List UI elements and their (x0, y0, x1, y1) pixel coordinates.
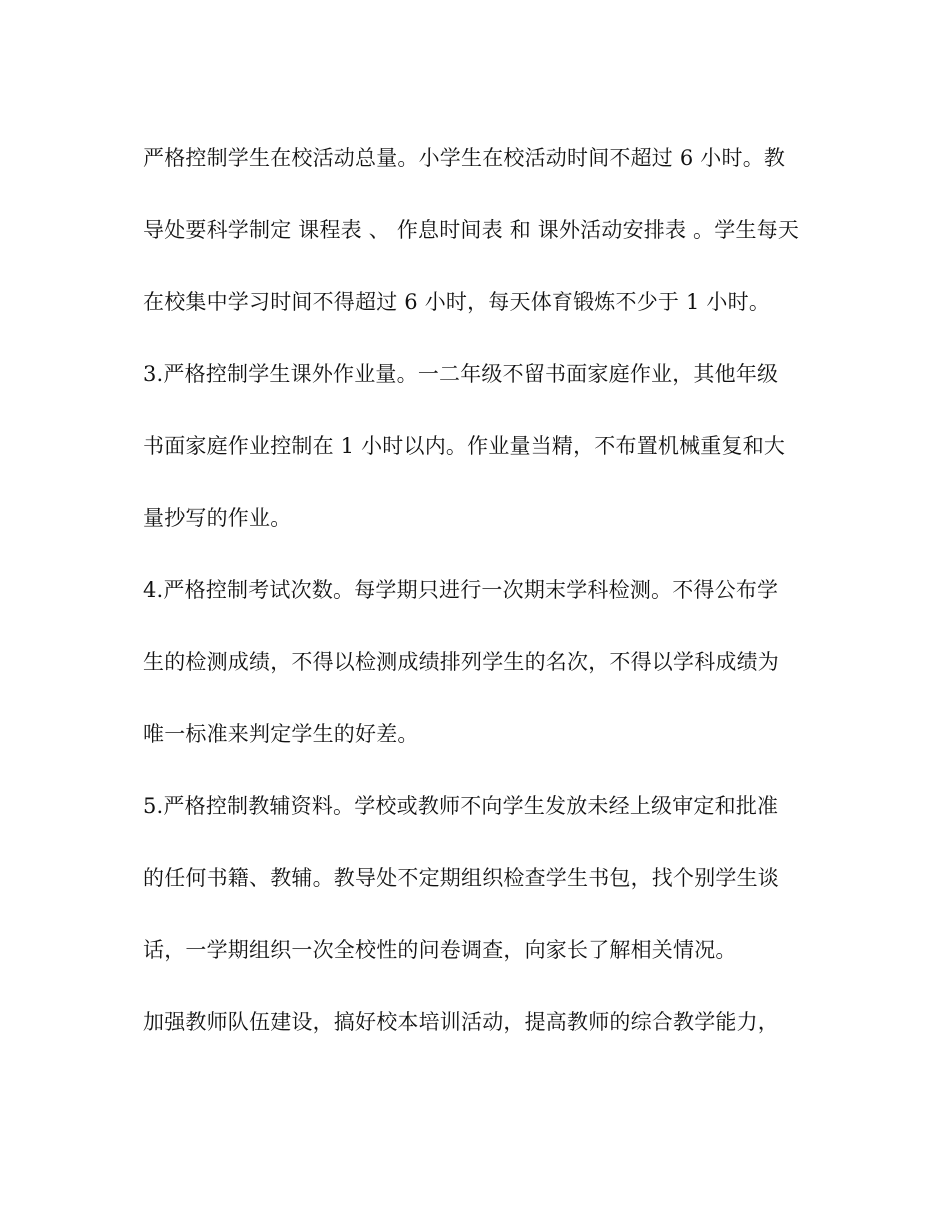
text-line: 生的检测成绩，不得以检测成绩排列学生的名次，不得以学科成绩为 (143, 650, 779, 674)
text-line: 导处要科学制定 课程表 、 作息时间表 和 课外活动安排表 。学生每天 (143, 218, 800, 242)
document-body (143, 138, 813, 1074)
text-line: 话，一学期组织一次全校性的问卷调查，向家长了解相关情况。 (143, 938, 737, 962)
text-line: 加强教师队伍建设，搞好校本培训活动，提高教师的综合教学能力， (143, 1010, 779, 1034)
text-line: 量抄写的作业。 (143, 506, 292, 530)
text-line: 4.严格控制考试次数。每学期只进行一次期末学科检测。不得公布学 (143, 578, 779, 602)
text-line: 在校集中学习时间不得超过 6 小时，每天体育锻炼不少于 1 小时。 (143, 290, 771, 314)
text-line: 严格控制学生在校活动总量。小学生在校活动时间不超过 6 小时。教 (143, 146, 786, 170)
text-line: 3.严格控制学生课外作业量。一二年级不留书面家庭作业，其他年级 (143, 362, 779, 386)
text-line: 唯一标准来判定学生的好差。 (143, 722, 419, 746)
text-line: 5.严格控制教辅资料。学校或教师不向学生发放未经上级审定和批准 (143, 794, 779, 818)
text-line: 书面家庭作业控制在 1 小时以内。作业量当精，不布置机械重复和大 (143, 434, 786, 458)
text-line: 的任何书籍、教辅。教导处不定期组织检查学生书包，找个别学生谈 (143, 866, 779, 890)
